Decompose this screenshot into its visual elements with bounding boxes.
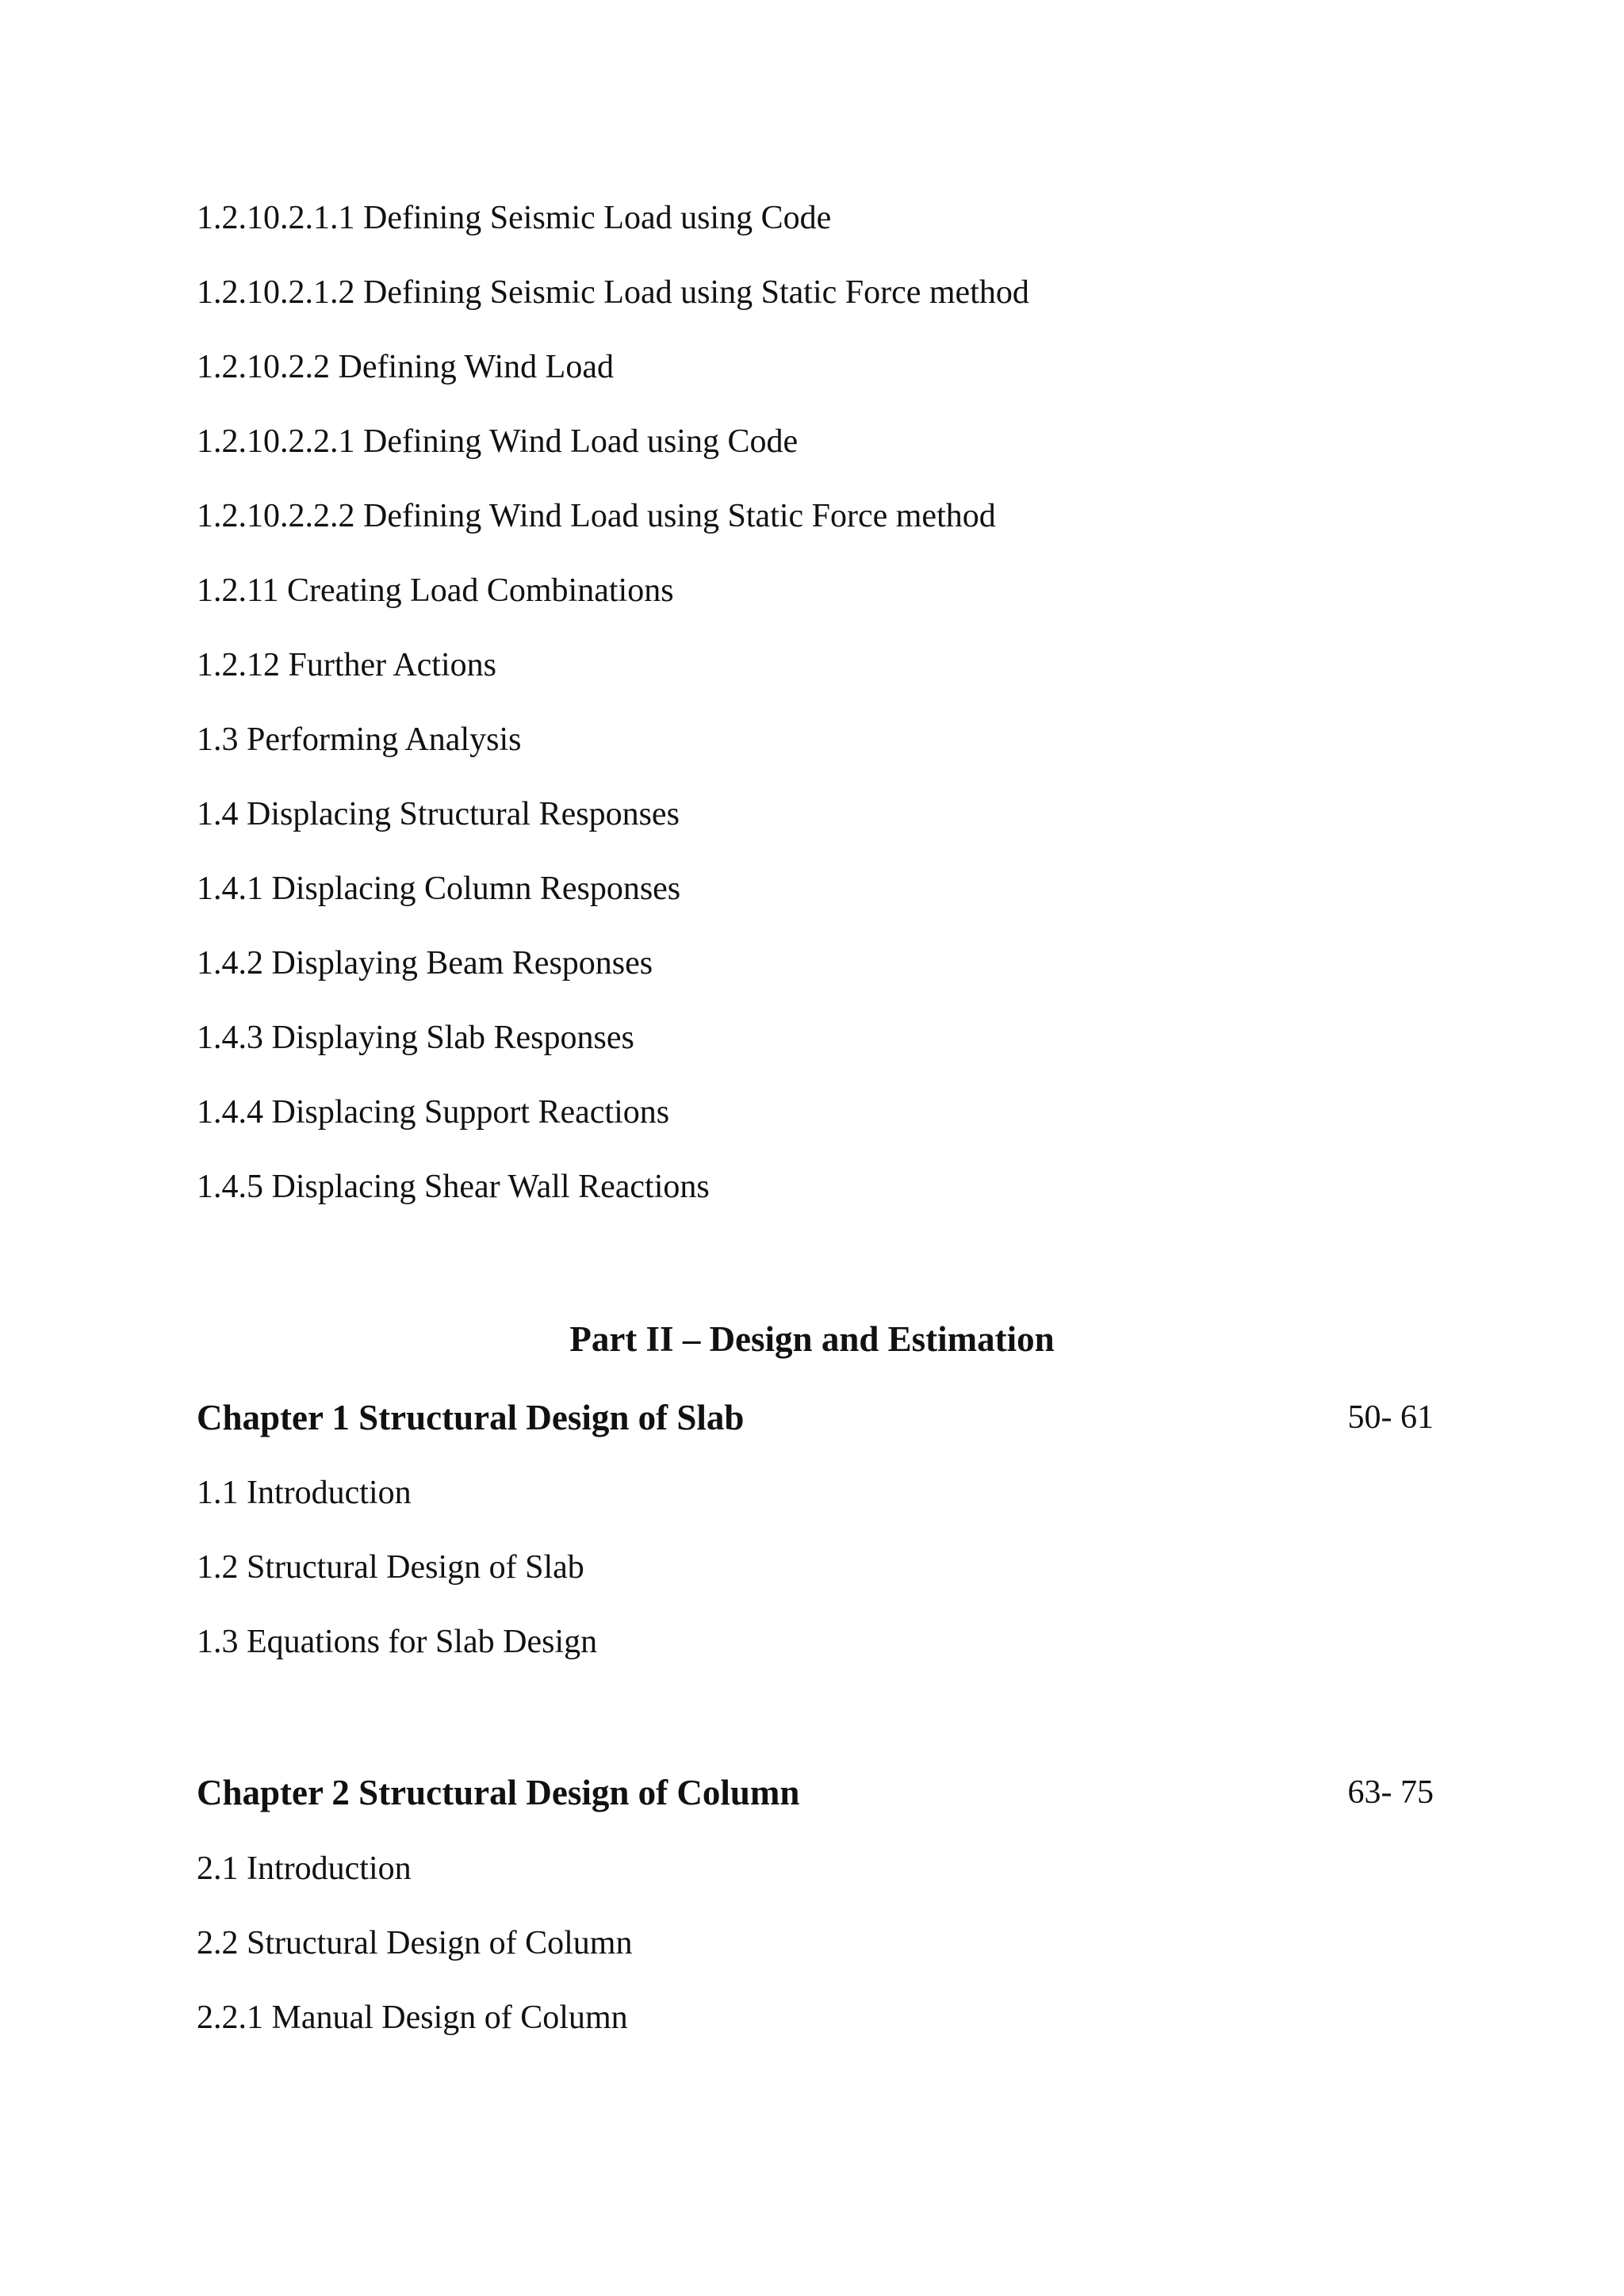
toc-entry: 1.2.10.2.1.2 Defining Seismic Load using Static Force method [197,274,1029,311]
toc-entry: 1.4.2 Displaying Beam Responses [197,945,653,982]
toc-entry: 1.3 Performing Analysis [197,721,522,758]
chapter-2-pages: 63- 75 [1347,1774,1434,1811]
toc-entry: 1.2.10.2.2 Defining Wind Load [197,349,614,385]
chapter-2-title: Chapter 2 Structural Design of Column [197,1773,800,1812]
toc-entry: 1.1 Introduction [197,1475,412,1511]
toc-entry: 1.2.10.2.1.1 Defining Seismic Load using Code [197,200,832,236]
chapter-1-row [197,1395,1434,1440]
chapter-1-title: Chapter 1 Structural Design of Slab [197,1398,745,1437]
toc-entry: 1.4.5 Displacing Shear Wall Reactions [197,1169,710,1205]
toc-entry: 1.2.12 Further Actions [197,647,496,683]
toc-entry: 1.2.10.2.2.2 Defining Wind Load using Static Force method [197,498,996,534]
toc-entry: 1.4 Displacing Structural Responses [197,796,680,832]
toc-entry: 2.2 Structural Design of Column [197,1925,633,1961]
toc-entry: 1.2.10.2.2.1 Defining Wind Load using Code [197,423,799,460]
toc-entry: 1.2 Structural Design of Slab [197,1549,584,1586]
toc-entry: 1.4.3 Displaying Slab Responses [197,1020,634,1056]
toc-entry: 2.1 Introduction [197,1850,412,1887]
chapter-2-row [197,1770,1434,1815]
toc-entry: 2.2.1 Manual Design of Column [197,1999,628,2036]
chapter-1-pages: 50- 61 [1347,1399,1434,1436]
toc-entry: 1.4.4 Displacing Support Reactions [197,1094,670,1131]
part-heading: Part II – Design and Estimation [569,1319,1055,1359]
toc-entry: 1.3 Equations for Slab Design [197,1624,598,1660]
toc-entry: 1.2.11 Creating Load Combinations [197,572,674,609]
toc-entry: 1.4.1 Displacing Column Responses [197,871,681,907]
